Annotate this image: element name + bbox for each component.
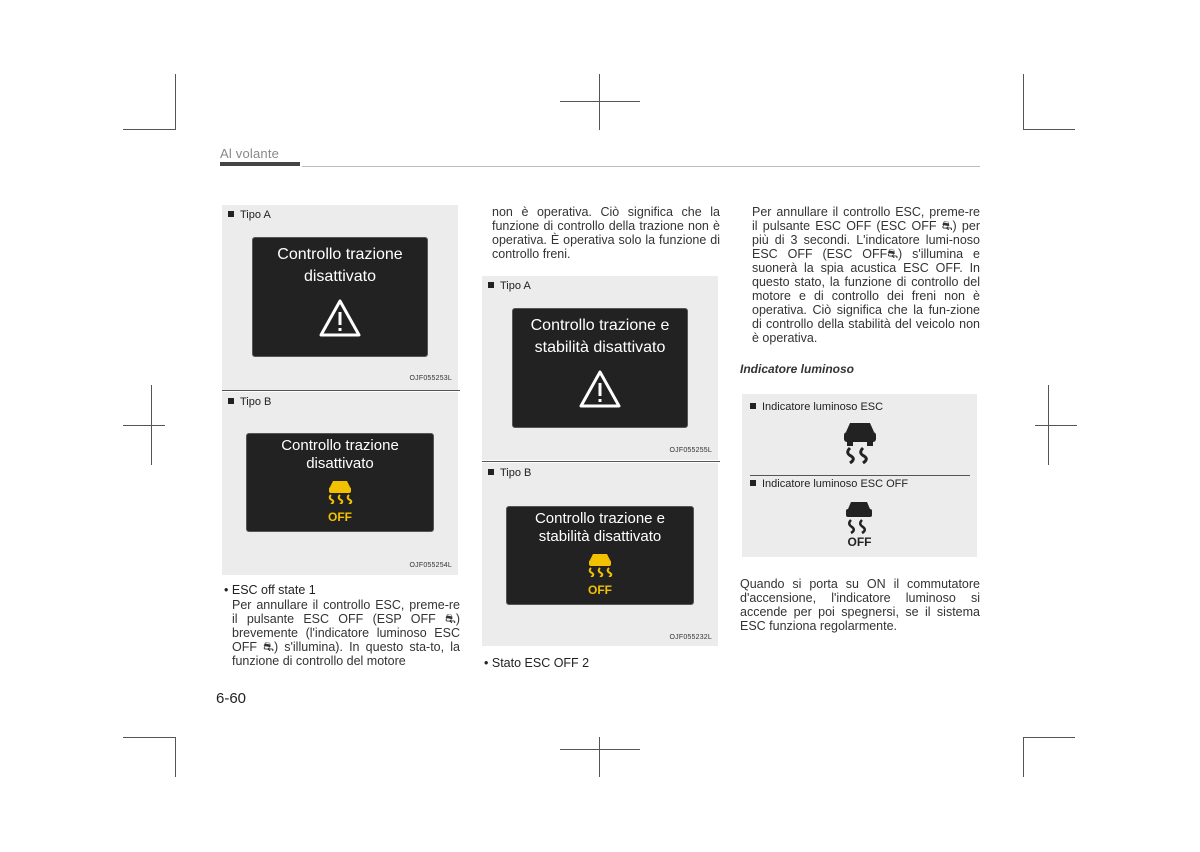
section-header: Al volante xyxy=(220,146,280,161)
figure-panel-tipo-b-middle xyxy=(482,463,718,646)
figure-divider xyxy=(482,461,720,462)
body-paragraph: Per annullare il controllo ESC, preme-re il pulsante ESC OFF (ESC OFF ⛐) per più di 3 secondi. L'indicatore lumi-noso ESC OFF (ESC OFF⛐) s'illumina e suonerà la spia acustica ESC OFF. In questo stato, la funzione di controllo del motore e di controllo dei freni non è operativa. Ciò significa che la fun-zione di controllo della stabilità del veicolo non è operativa. xyxy=(752,205,980,345)
panel-label: Tipo B xyxy=(240,396,272,408)
figure-divider xyxy=(222,390,460,391)
display-line-2: disattivato xyxy=(306,455,374,472)
esc-car-icon xyxy=(841,420,879,464)
esc-off-car-icon xyxy=(844,500,874,536)
display-line-1: Controllo trazione xyxy=(281,437,399,454)
crop-mark xyxy=(123,129,175,130)
crop-mark xyxy=(1023,737,1024,777)
body-paragraph: Per annullare il controllo ESC, preme-re il pulsante ESC OFF (ESP OFF ⛐) brevemente (l'indicatore luminoso ESC OFF ⛐) s'illumina). In questo sta-to, la funzione di controllo del motore xyxy=(232,598,460,668)
off-label: OFF xyxy=(588,583,612,597)
bullet-item: • ESC off state 1 xyxy=(224,583,316,597)
off-label: OFF xyxy=(328,510,352,524)
indicator-panel xyxy=(742,394,977,557)
panel-label: Tipo A xyxy=(500,280,531,292)
figure-code: OJF055254L xyxy=(409,562,452,569)
display-line-1: Controllo trazione e xyxy=(530,317,670,334)
crop-mark xyxy=(1035,425,1077,426)
off-label: OFF xyxy=(847,535,872,549)
bullet-title: ESC off state 1 xyxy=(231,583,316,597)
body-paragraph: non è operativa. Ciò significa che la funzione di controllo della trazione non è operativa. È operativa solo la funzione di controllo freni. xyxy=(492,205,720,261)
indicator-divider xyxy=(750,475,970,476)
warning-triangle-icon xyxy=(578,369,622,409)
cluster-display xyxy=(246,433,434,532)
crop-mark xyxy=(123,737,175,738)
page-number: 6-60 xyxy=(216,690,247,707)
cluster-display xyxy=(512,308,688,428)
figure-panel-tipo-a-middle xyxy=(482,276,718,460)
header-rule xyxy=(302,166,980,167)
figure-code: OJF055255L xyxy=(669,447,712,454)
crop-mark xyxy=(560,749,640,750)
cluster-display xyxy=(506,506,694,605)
panel-label: Tipo A xyxy=(240,209,271,221)
crop-mark xyxy=(599,74,600,130)
panel-label: Indicatore luminoso ESC OFF xyxy=(762,478,909,490)
section-title: Indicatore luminoso xyxy=(740,362,855,376)
display-line-2: stabilità disattivato xyxy=(538,528,662,545)
display-line-2: stabilità disattivato xyxy=(534,339,666,356)
figure-code: OJF055232L xyxy=(669,634,712,641)
figure-panel-tipo-b-left xyxy=(222,392,458,575)
cluster-display xyxy=(252,237,428,357)
header-bar xyxy=(220,162,300,166)
display-line-1: Controllo trazione e xyxy=(534,510,666,527)
bullet-title: Stato ESC OFF 2 xyxy=(491,656,590,670)
panel-label: Tipo B xyxy=(500,467,532,479)
esc-off-car-icon xyxy=(585,551,615,577)
display-line-1: Controllo trazione xyxy=(277,246,403,263)
panel-label: Indicatore luminoso ESC xyxy=(762,401,884,413)
display-line-2: disattivato xyxy=(303,268,377,285)
crop-mark xyxy=(123,425,165,426)
crop-mark xyxy=(560,101,640,102)
figure-panel-tipo-a-left xyxy=(222,205,458,390)
body-paragraph: Quando si porta su ON il commutatore d'accensione, l'indicatore luminoso si accende per poi spegnersi, se il sistema ESC funziona regolarmente. xyxy=(740,577,980,633)
crop-mark xyxy=(1023,737,1075,738)
crop-mark xyxy=(175,737,176,777)
warning-triangle-icon xyxy=(318,298,362,338)
crop-mark xyxy=(1023,74,1024,130)
esc-off-car-icon xyxy=(325,478,355,504)
figure-code: OJF055253L xyxy=(409,375,452,382)
crop-mark xyxy=(1023,129,1075,130)
crop-mark xyxy=(599,737,600,777)
crop-mark xyxy=(175,74,176,130)
bullet-item: • Stato ESC OFF 2 xyxy=(484,656,590,670)
